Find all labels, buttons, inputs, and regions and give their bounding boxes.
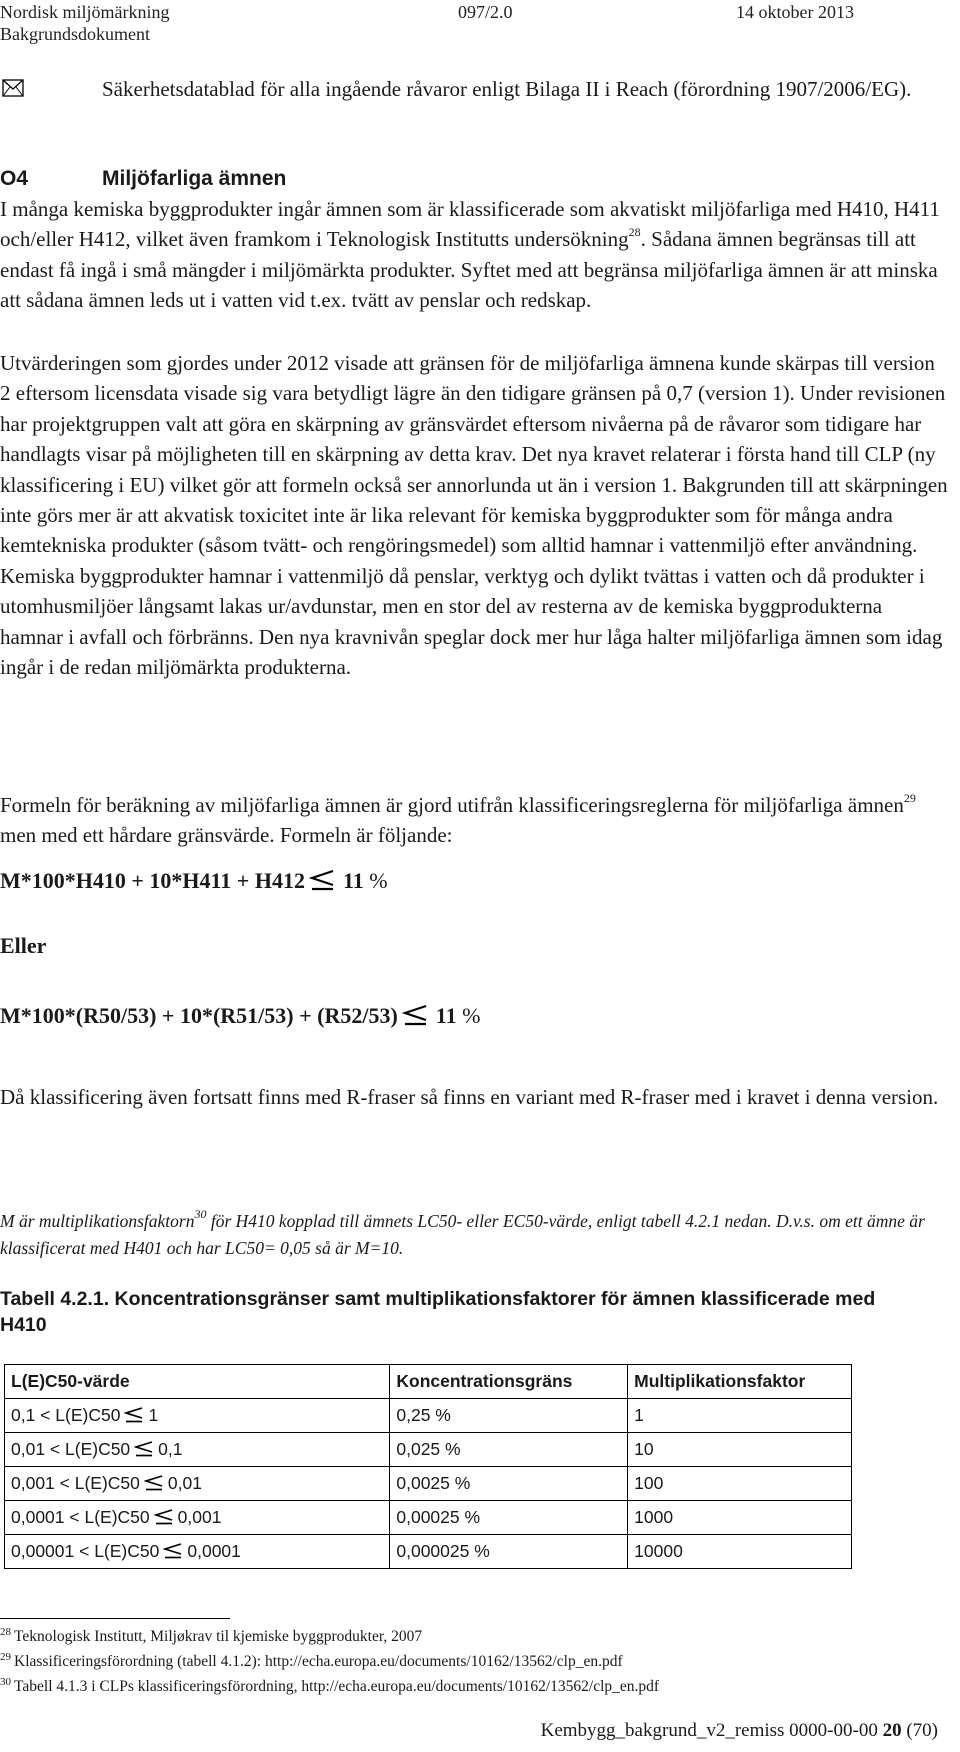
footnote-number: 28 — [0, 1625, 11, 1638]
envelope-icon — [2, 79, 24, 97]
footnote — [0, 1674, 950, 1699]
table-row — [5, 1433, 852, 1467]
m-note-a: M är multiplikationsfaktorn — [0, 1211, 195, 1231]
table-row — [5, 1501, 852, 1535]
footer-filename: Kembygg_bakgrund_v2_remiss 0000-00-00 — [540, 1720, 878, 1741]
lc50-lower: 0,01 < L(E)C50 — [11, 1439, 131, 1459]
m-factor-cell: 1 — [628, 1399, 852, 1433]
concentration-cell: 0,25 % — [390, 1399, 628, 1433]
header-version: 097/2.0 — [458, 2, 513, 22]
formula-unit: % — [369, 868, 388, 893]
formula-limit: 11 — [435, 1003, 457, 1028]
footnote-number: 29 — [0, 1650, 11, 1663]
checklist-text: Säkerhetsdatablad för alla ingående råvaror enligt Bilaga II i Reach (förordning 1907/2006/EG). — [102, 77, 912, 101]
m-factor-cell: 10 — [628, 1433, 852, 1467]
page-footer — [541, 1718, 938, 1744]
less-or-equal-icon — [402, 1004, 428, 1026]
lc50-lower: 0,1 < L(E)C50 — [11, 1405, 121, 1425]
or-label: Eller — [0, 933, 47, 958]
lc50-upper: 1 — [148, 1405, 159, 1425]
header-doc-type: Bakgrundsdokument — [0, 24, 150, 44]
table-header-row — [5, 1365, 852, 1399]
lc50-upper: 0,001 — [177, 1507, 222, 1527]
less-or-equal-icon — [154, 1509, 174, 1525]
evaluation-paragraph: Utvärderingen som gjordes under 2012 visade att gränsen för de miljöfarliga ämnena kunde skärpas till version 2 eftersom licensdata visade sig vara betydligt lägre än den tidigare gränsen på 0,7 (version 1). Under revisionen har projektgruppen valt att göra en skärpning av gränsvärdet eftersom nivåerna på de råvaror som tidigare har handlagts visar på möjligheten till en skärpning av detta krav. Det nya kravet relaterar i första hand till CLP (ny klassificering i EU) vilket gör att formeln också ser annorlunda ut än i version 1. Bakgrunden till att skärpningen inte görs mer är att akvatisk toxicitet inte är lika relevant för kemiska byggprodukter som för många andra kemtekniska produkter (såsom tvätt- och rengöringsmedel) som alltid hamnar i vattenmiljö efter användning. Kemiska byggprodukter hamnar i vattenmiljö då penslar, verktyg och dylikt tvättas i vatten och då produkter i utomhusmiljöer långsamt lakas ur/avdunstar, men en stor del av resterna av de kemiska byggprodukterna hamnar i avfall och förbränns. Den nya kravnivån speglar dock mer hur låga halter miljöfarliga ämnen som idag ingår i de redan miljömärkta produkterna. — [0, 351, 948, 680]
footnote-separator — [0, 1618, 230, 1619]
footnote-text: Teknologisk Institutt, Miljøkrav til kjemiske byggprodukter, 2007 — [14, 1628, 423, 1645]
section-title: Miljöfarliga ämnen — [102, 167, 287, 190]
m-factor-cell: 1000 — [628, 1501, 852, 1535]
formula-intro-a: Formeln för beräkning av miljöfarliga ämnen är gjord utifrån klassificeringsreglerna för miljöfarliga ämnen — [0, 793, 904, 817]
header-date: 14 oktober 2013 — [736, 2, 854, 22]
less-or-equal-icon — [144, 1475, 164, 1491]
formula-unit: % — [462, 1003, 481, 1028]
footer-page-number: 20 — [882, 1720, 902, 1741]
table-caption: Tabell 4.2.1. Koncentrationsgränser samt multiplikationsfaktorer för ämnen klassificerade med H410 — [0, 1288, 876, 1336]
concentration-table — [4, 1364, 852, 1569]
lc50-range-cell — [5, 1535, 390, 1569]
footnote-ref-30: 30 — [194, 1207, 207, 1222]
formula-intro-b: men med ett hårdare gränsvärde. Formeln är följande: — [0, 823, 453, 848]
lc50-lower: 0,0001 < L(E)C50 — [11, 1507, 150, 1527]
lc50-upper: 0,0001 — [187, 1541, 241, 1561]
table-header: Multiplikationsfaktor — [628, 1365, 852, 1399]
footer-page-total: (70) — [906, 1720, 938, 1741]
concentration-cell: 0,000025 % — [390, 1535, 628, 1569]
less-or-equal-icon — [163, 1543, 183, 1559]
concentration-cell: 0,0025 % — [390, 1467, 628, 1501]
less-or-equal-icon — [134, 1441, 154, 1457]
m-factor-note — [0, 1208, 950, 1262]
lc50-lower: 0,001 < L(E)C50 — [11, 1473, 140, 1493]
r-phrase-note: Då klassificering även fortsatt finns med R-fraser så finns en variant med R-fraser med i kravet i denna version. — [0, 1085, 939, 1109]
lc50-range-cell — [5, 1433, 390, 1467]
table-row — [5, 1535, 852, 1569]
lc50-range-cell — [5, 1501, 390, 1535]
footnote-ref-28: 28 — [628, 225, 641, 240]
footnote-ref-29: 29 — [903, 791, 916, 805]
table-header: L(E)C50-värde — [5, 1365, 390, 1399]
formula-limit: 11 — [342, 868, 364, 893]
intro-text-a: I många kemiska byggprodukter ingår ämnen som är klassificerade som akvatiskt miljöfarliga med H410, H411 och/eller H412, vilket även framkom i Teknologisk Institutts undersökning — [0, 197, 940, 252]
page-header — [0, 0, 960, 50]
formula-expression: M*100*(R50/53) + 10*(R51/53) + (R52/53) — [0, 1003, 398, 1028]
footnotes — [0, 1624, 950, 1699]
footnote — [0, 1649, 950, 1674]
m-factor-cell: 100 — [628, 1467, 852, 1501]
table-header: Koncentrationsgräns — [390, 1365, 628, 1399]
concentration-cell: 0,025 % — [390, 1433, 628, 1467]
footnote-text: Tabell 4.1.3 i CLPs klassificeringsförordning, http://echa.europa.eu/documents/10162/13562/clp_en.pdf — [14, 1678, 660, 1695]
m-factor-cell: 10000 — [628, 1535, 852, 1569]
footnote-number: 30 — [0, 1675, 11, 1688]
m-note-b: för H410 kopplad till ämnets LC50- eller EC50-värde, enligt tabell 4.2.1 nedan. D.v.s. om ett ämne är klassificerat med H401 och har LC50= 0,05 så är M=10. — [0, 1211, 925, 1258]
section-number: O4 — [0, 167, 29, 190]
lc50-upper: 0,1 — [158, 1439, 183, 1459]
lc50-upper: 0,01 — [167, 1473, 202, 1493]
formula-intro-paragraph — [0, 790, 950, 851]
formula-expression: M*100*H410 + 10*H411 + H412 — [0, 868, 305, 893]
footnote-text: Klassificeringsförordning (tabell 4.1.2): http://echa.europa.eu/documents/10162/13562/clp_en.pdf — [14, 1653, 623, 1670]
table-row — [5, 1467, 852, 1501]
formula-r-phrases — [0, 1001, 480, 1031]
concentration-cell: 0,00025 % — [390, 1501, 628, 1535]
lc50-lower: 0,00001 < L(E)C50 — [11, 1541, 160, 1561]
less-or-equal-icon — [124, 1407, 144, 1423]
lc50-range-cell — [5, 1399, 390, 1433]
intro-text-b: . Sådana ämnen begränsas till att endast få ingå i små mängder i miljömärkta produkter. Syftet med att begränsa miljöfarliga ämnen är att minska att sådana ämnen leds ut i vatten vid t.ex. tvätt av penslar och redskap. — [0, 227, 938, 313]
formula-h-phrases — [0, 866, 388, 896]
table-row — [5, 1399, 852, 1433]
lc50-range-cell — [5, 1467, 390, 1501]
footnote — [0, 1624, 950, 1649]
header-org: Nordisk miljömärkning — [0, 2, 170, 22]
less-or-equal-icon — [309, 869, 335, 891]
intro-paragraph — [0, 194, 950, 316]
